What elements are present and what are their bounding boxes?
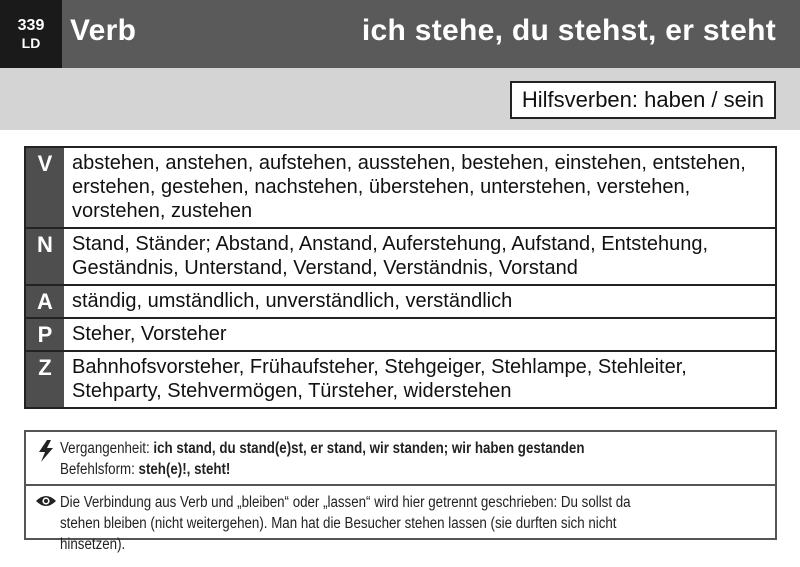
row-words: Bahnhofsvorsteher, Frühaufsteher, Stehgeiger, Stehlampe, Stehleiter, Stehparty, Stehvermögen, Türsteher, widerstehen <box>72 356 687 402</box>
word-family-row-verbs <box>26 148 775 229</box>
past-label: Vergangenheit: <box>60 440 150 457</box>
row-letter: P <box>26 319 64 350</box>
lightning-icon <box>32 438 60 480</box>
usage-note-text: Die Verbindung aus Verb und „bleiben“ oder „lassen“ wird hier getrennt geschrieben: Du sollst da stehen bleiben (nicht weitergehen). Man hat die Besucher stehen lassen (sie durften sich nicht hinsetzen). <box>60 494 631 553</box>
eye-icon <box>32 492 60 555</box>
row-words: Steher, Vorsteher <box>72 323 227 345</box>
grammar-note-text <box>60 438 668 480</box>
conjugation-forms: ich stehe, du stehst, er steht <box>361 14 776 47</box>
row-letter: N <box>26 229 64 284</box>
row-letter: Z <box>26 352 64 407</box>
entry-number: 339 <box>17 17 45 34</box>
imperative-forms: steh(e)!, steht! <box>138 461 231 478</box>
word-family-row-adjectives <box>26 286 775 319</box>
entry-badge <box>0 0 62 68</box>
imperative-label: Befehlsform: <box>60 461 135 478</box>
word-class-title: Verb <box>70 14 137 47</box>
usage-note <box>26 484 775 559</box>
auxiliary-verbs-box: Hilfsverben: haben / sein <box>510 81 776 119</box>
grammar-note <box>26 432 775 484</box>
auxiliary-band <box>0 68 800 130</box>
word-family-row-compounds <box>26 352 775 407</box>
row-letter: V <box>26 148 64 227</box>
row-words: Stand, Ständer; Abstand, Anstand, Auferstehung, Aufstand, Entstehung, Geständnis, Unterstand, Verstand, Verständnis, Vorstand <box>72 233 709 279</box>
word-family-table <box>24 146 777 409</box>
row-letter: A <box>26 286 64 317</box>
past-forms: ich stand, du stand(e)st, er stand, wir standen; wir haben gestanden <box>153 440 585 457</box>
row-words: ständig, umständlich, unverständlich, verständlich <box>72 290 513 312</box>
word-family-row-persons <box>26 319 775 352</box>
header-bar <box>0 0 800 68</box>
row-words: abstehen, anstehen, aufstehen, ausstehen, bestehen, einstehen, entstehen, erstehen, gestehen, nachstehen, überstehen, unterstehen, verstehen, vorstehen, zustehen <box>72 152 746 222</box>
notes-box <box>24 430 777 553</box>
entry-code: LD <box>21 35 41 51</box>
word-family-row-nouns <box>26 229 775 286</box>
